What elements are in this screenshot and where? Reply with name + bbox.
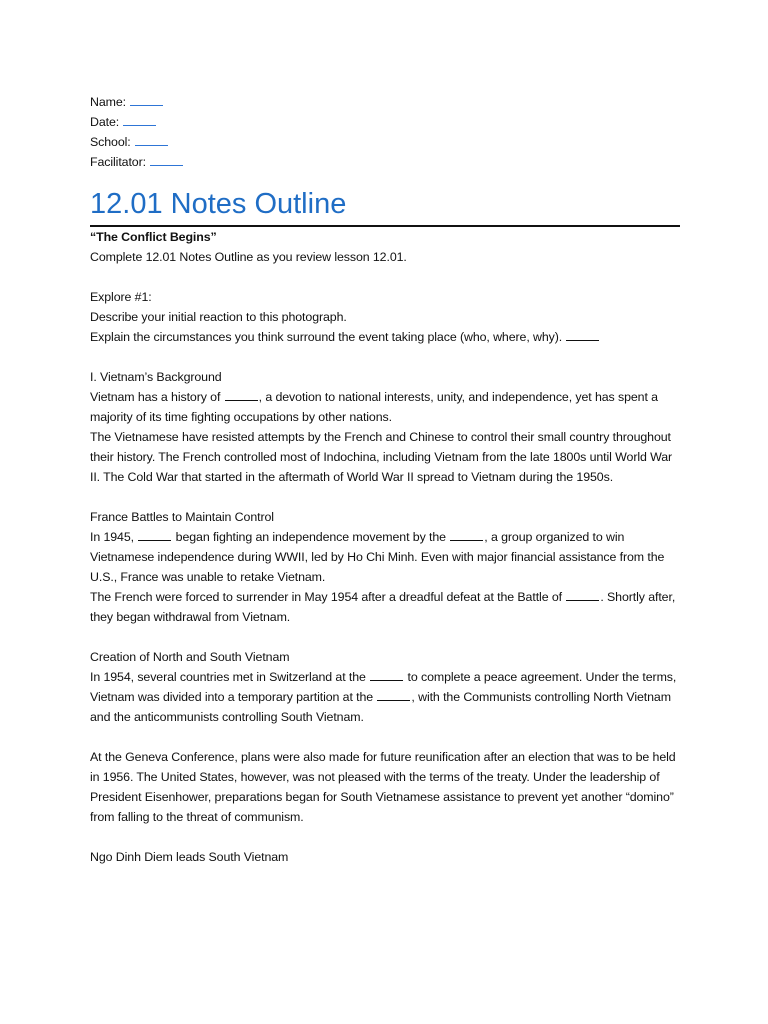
text-span: The French were forced to surrender in May 1954 after a dreadful defeat at the Battle of bbox=[90, 590, 562, 604]
school-label: School: bbox=[90, 135, 131, 149]
document-body bbox=[90, 92, 680, 867]
text-span: In 1954, several countries met in Switzerland at the bbox=[90, 670, 366, 684]
text-span: . Shortly after, they began withdrawal from Vietnam. bbox=[90, 590, 676, 624]
instructions: Complete 12.01 Notes Outline as you review lesson 12.01. bbox=[90, 250, 407, 264]
subtitle: “The Conflict Begins” bbox=[90, 230, 217, 244]
answer-blank[interactable] bbox=[566, 328, 599, 341]
page-title: 12.01 Notes Outline bbox=[90, 184, 680, 227]
school-line bbox=[90, 132, 680, 152]
explore-line-1: Describe your initial reaction to this photograph. bbox=[90, 310, 347, 324]
date-label: Date: bbox=[90, 115, 120, 129]
explore-heading: Explore #1: bbox=[90, 290, 152, 304]
text-span: Vietnam has a history of bbox=[90, 390, 221, 404]
section3-paragraph-1 bbox=[90, 667, 680, 727]
section2-paragraph-1 bbox=[90, 527, 680, 587]
text-span: , a devotion to national interests, unity, and independence, yet has spent bbox=[258, 390, 648, 404]
section2-paragraph-2 bbox=[90, 587, 680, 627]
text-span: a majority of its time fighting occupations by other nations. bbox=[90, 390, 658, 424]
section3-paragraph-2: At the Geneva Conference, plans were also made for future reunification after an election that was to be held in 1956. The United States, however, was not pleased with the terms of the treaty. Under the leadership of President Eisenhower, preparations began for South Vietnamese assistance to prevent yet another “domino” from falling to the threat of communism. bbox=[90, 750, 676, 824]
text-span: In 1945, bbox=[90, 530, 134, 544]
date-blank[interactable] bbox=[123, 114, 156, 126]
section-heading: France Battles to Maintain Control bbox=[90, 510, 274, 524]
explore-line-2 bbox=[90, 327, 680, 347]
name-blank[interactable] bbox=[130, 94, 163, 106]
text-span: , with the Communists controlling North Vietnam and the anticommunists controlling South Vietnam. bbox=[90, 690, 671, 724]
answer-blank[interactable] bbox=[370, 668, 403, 681]
facilitator-line bbox=[90, 152, 680, 172]
section-heading: I. Vietnam’s Background bbox=[90, 370, 222, 384]
answer-blank[interactable] bbox=[225, 388, 258, 401]
answer-blank[interactable] bbox=[138, 528, 171, 541]
school-blank[interactable] bbox=[135, 134, 168, 146]
text-span: to complete a peace agreement. Under the terms, Vietnam was divided into a temporary partition at the bbox=[90, 670, 677, 704]
date-line bbox=[90, 112, 680, 132]
text-span: began fighting an independence movement by the bbox=[175, 530, 446, 544]
name-label: Name: bbox=[90, 95, 126, 109]
facilitator-label: Facilitator: bbox=[90, 155, 146, 169]
explore-line-2-text: Explain the circumstances you think surround the event taking place (who, where, why). bbox=[90, 330, 563, 344]
section-heading: Creation of North and South Vietnam bbox=[90, 650, 290, 664]
section-heading: Ngo Dinh Diem leads South Vietnam bbox=[90, 850, 289, 864]
answer-blank[interactable] bbox=[377, 688, 410, 701]
facilitator-blank[interactable] bbox=[150, 154, 183, 166]
name-line bbox=[90, 92, 680, 112]
answer-blank[interactable] bbox=[450, 528, 483, 541]
text-span: , a group organized to win Vietnamese independence during WWII, led by Ho Chi Minh. Even with major financial assistance from the U.S., France was unable to retake Vietnam. bbox=[90, 530, 665, 584]
section1-paragraph-2: The Vietnamese have resisted attempts by the French and Chinese to control their small country throughout their history. The French controlled most of Indochina, including Vietnam from the late 1800s until World War II. The Cold War that started in the aftermath of World War II spread to Vietnam during the 1950s. bbox=[90, 430, 673, 484]
section1-paragraph-1 bbox=[90, 387, 680, 427]
answer-blank[interactable] bbox=[566, 588, 599, 601]
